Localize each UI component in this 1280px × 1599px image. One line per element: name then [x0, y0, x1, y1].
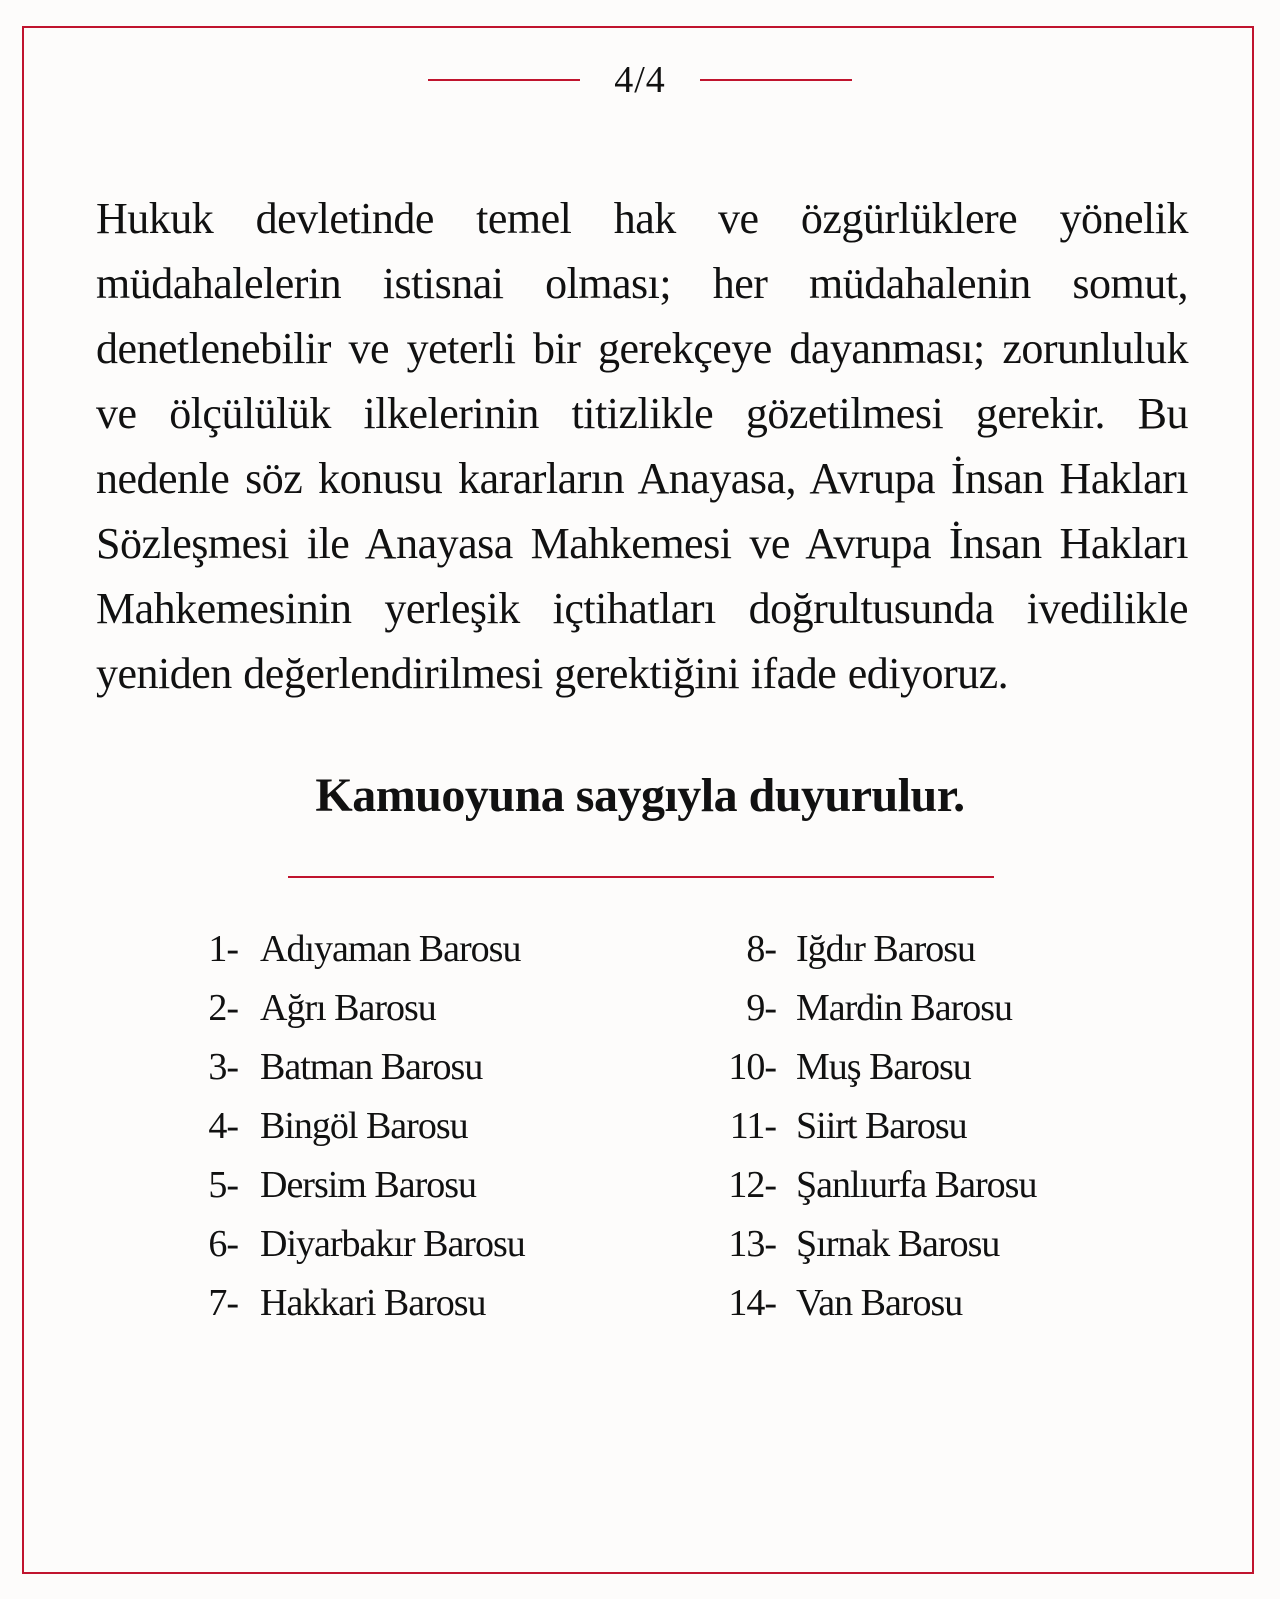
item-number: 10-	[728, 1046, 776, 1088]
list-item	[200, 1156, 525, 1215]
bar-name: Diyarbakır Barosu	[260, 1223, 525, 1265]
item-number: 8-	[746, 928, 776, 970]
bar-name: Mardin Barosu	[796, 987, 1013, 1029]
section-divider	[288, 876, 994, 878]
bar-name: Batman Barosu	[260, 1046, 483, 1088]
bar-name: Adıyaman Barosu	[260, 928, 521, 970]
list-item	[200, 920, 525, 979]
item-number: 9-	[746, 987, 776, 1029]
list-item	[718, 1274, 1036, 1333]
list-item	[718, 920, 1036, 979]
item-number: 5-	[208, 1164, 238, 1206]
item-number: 2-	[208, 987, 238, 1029]
list-item	[718, 1156, 1036, 1215]
bar-name: Van Barosu	[796, 1282, 963, 1324]
bar-name: Hakkari Barosu	[260, 1282, 486, 1324]
list-item	[718, 979, 1036, 1038]
list-item	[200, 1274, 525, 1333]
header-rule-right	[700, 79, 852, 81]
list-item	[718, 1215, 1036, 1274]
bar-name: Siirt Barosu	[796, 1105, 967, 1147]
list-item	[718, 1097, 1036, 1156]
bar-name: Dersim Barosu	[260, 1164, 477, 1206]
item-number: 13-	[728, 1223, 776, 1265]
page-number: 4/4	[614, 59, 666, 101]
item-number: 12-	[728, 1164, 776, 1206]
item-number: 1-	[208, 928, 238, 970]
bar-name: Şırnak Barosu	[796, 1223, 1000, 1265]
item-number: 7-	[208, 1282, 238, 1324]
item-number: 11-	[729, 1105, 776, 1147]
bar-list-left	[200, 920, 525, 1333]
list-item	[200, 1038, 525, 1097]
bar-name: Ağrı Barosu	[260, 987, 436, 1029]
bar-name: Şanlıurfa Barosu	[796, 1164, 1037, 1206]
item-number: 4-	[208, 1105, 238, 1147]
item-number: 3-	[208, 1046, 238, 1088]
bar-name: Iğdır Barosu	[796, 928, 976, 970]
item-number: 6-	[208, 1223, 238, 1265]
header-rule-left	[428, 79, 580, 81]
list-item	[200, 1097, 525, 1156]
list-item	[200, 1215, 525, 1274]
bar-name: Muş Barosu	[796, 1046, 971, 1088]
page-header	[0, 52, 1280, 108]
statement-paragraph: Hukuk devletinde temel hak ve özgürlüklere yönelik müdahalelerin istisnai olması; her müdahalenin somut, denetlenebilir ve yeterli bir gerekçeye dayanması; zorunluluk ve ölçülülük ilkelerinin titizlikle gözetilmesi gerekir. Bu nedenle söz konusu kararların Anayasa, Avrupa İnsan Hakları Sözleşmesi ile Anayasa Mahkemesi ve Avrupa İnsan Hakları Mahkemesinin yerleşik içtihatları doğrultusunda ivedilikle yeniden değerlendirilmesi gerektiğini ifade ediyoruz.	[96, 194, 1188, 698]
item-number: 14-	[728, 1282, 776, 1324]
bar-list-right	[718, 920, 1036, 1333]
bar-name: Bingöl Barosu	[260, 1105, 468, 1147]
closing-line: Kamuoyuna saygıyla duyurulur.	[315, 769, 965, 822]
list-item	[200, 979, 525, 1038]
list-item	[718, 1038, 1036, 1097]
